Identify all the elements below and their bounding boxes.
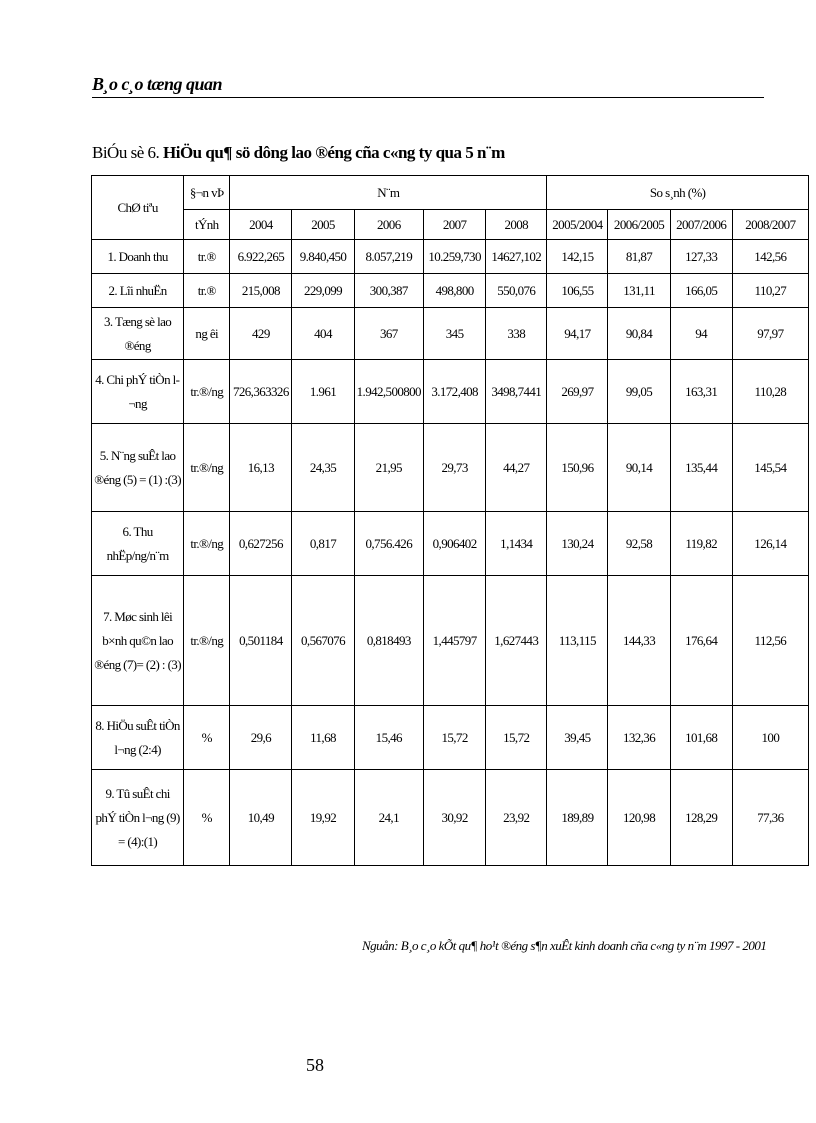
table-cell: 550,076 bbox=[486, 274, 547, 308]
table-row bbox=[92, 360, 809, 424]
table-cell: 15,72 bbox=[424, 706, 486, 770]
table-cell: 128,29 bbox=[670, 770, 732, 866]
table-row bbox=[92, 308, 809, 360]
table-title-text: HiÖu qu¶ sö dông lao ®éng cña c«ng ty qua 5 n¨m bbox=[163, 143, 505, 162]
row-unit: % bbox=[184, 770, 230, 866]
table-cell: 29,73 bbox=[424, 424, 486, 512]
table-cell: 145,54 bbox=[732, 424, 808, 512]
table-cell: 39,45 bbox=[547, 706, 608, 770]
table-cell: 404 bbox=[292, 308, 354, 360]
table-cell: 345 bbox=[424, 308, 486, 360]
table-cell: 100 bbox=[732, 706, 808, 770]
table-cell: 90,14 bbox=[608, 424, 670, 512]
table-cell: 101,68 bbox=[670, 706, 732, 770]
row-label: 4. Chi phÝ tiÒn l¬ng bbox=[92, 360, 184, 424]
table-cell: 10,49 bbox=[230, 770, 292, 866]
table-cell: 0,501184 bbox=[230, 576, 292, 706]
header-compare: 2005/2004 bbox=[547, 210, 608, 240]
row-unit: tr.®/ng bbox=[184, 424, 230, 512]
table-cell: 110,28 bbox=[732, 360, 808, 424]
table-cell: 144,33 bbox=[608, 576, 670, 706]
table-cell: 130,24 bbox=[547, 512, 608, 576]
table-row bbox=[92, 770, 809, 866]
header-year: 2007 bbox=[424, 210, 486, 240]
table-cell: 132,36 bbox=[608, 706, 670, 770]
table-cell: 269,97 bbox=[547, 360, 608, 424]
table-cell: 11,68 bbox=[292, 706, 354, 770]
table-cell: 81,87 bbox=[608, 240, 670, 274]
row-label: 3. Tæng sè lao ®éng bbox=[92, 308, 184, 360]
table-cell: 10.259,730 bbox=[424, 240, 486, 274]
table-cell: 142,15 bbox=[547, 240, 608, 274]
table-cell: 23,92 bbox=[486, 770, 547, 866]
table-cell: 367 bbox=[354, 308, 423, 360]
table-cell: 77,36 bbox=[732, 770, 808, 866]
table-cell: 127,33 bbox=[670, 240, 732, 274]
page-number: 58 bbox=[306, 1055, 324, 1075]
header-year: 2004 bbox=[230, 210, 292, 240]
table-row bbox=[92, 706, 809, 770]
row-unit: tr.® bbox=[184, 274, 230, 308]
table-cell: 166,05 bbox=[670, 274, 732, 308]
table-cell: 429 bbox=[230, 308, 292, 360]
table-cell: 9.840,450 bbox=[292, 240, 354, 274]
header-year: 2005 bbox=[292, 210, 354, 240]
table-cell: 90,84 bbox=[608, 308, 670, 360]
header-compare-group: So s¸nh (%) bbox=[547, 176, 809, 210]
table-row bbox=[92, 240, 809, 274]
table-cell: 1,1434 bbox=[486, 512, 547, 576]
labor-efficiency-table bbox=[91, 175, 809, 866]
header-compare: 2007/2006 bbox=[670, 210, 732, 240]
table-cell: 498,800 bbox=[424, 274, 486, 308]
table-cell: 94 bbox=[670, 308, 732, 360]
table-row bbox=[92, 424, 809, 512]
table-cell: 120,98 bbox=[608, 770, 670, 866]
source-note: Nguån: B¸o c¸o kÕt qu¶ ho¹t ®éng s¶n xuÊt kinh doanh cña c«ng ty n¨m 1997 - 2001 bbox=[362, 938, 767, 953]
row-label: 7. Møc sinh lêi b×nh qu©n lao ®éng (7)= (2) : (3) bbox=[92, 576, 184, 706]
table-cell: 112,56 bbox=[732, 576, 808, 706]
table-cell: 726,363326 bbox=[230, 360, 292, 424]
table-cell: 15,72 bbox=[486, 706, 547, 770]
table-cell: 106,55 bbox=[547, 274, 608, 308]
table-cell: 126,14 bbox=[732, 512, 808, 576]
table-cell: 110,27 bbox=[732, 274, 808, 308]
row-unit: tr.® bbox=[184, 240, 230, 274]
table-cell: 21,95 bbox=[354, 424, 423, 512]
header-unit-line1: §¬n vÞ bbox=[184, 176, 230, 210]
table-cell: 189,89 bbox=[547, 770, 608, 866]
table-row bbox=[92, 512, 809, 576]
row-label: 2. Lîi nhuËn bbox=[92, 274, 184, 308]
row-label: 8. HiÖu suÊt tiÒn l¬ng (2:4) bbox=[92, 706, 184, 770]
table-cell: 135,44 bbox=[670, 424, 732, 512]
table-cell: 150,96 bbox=[547, 424, 608, 512]
table-cell: 92,58 bbox=[608, 512, 670, 576]
row-label: 1. Doanh thu bbox=[92, 240, 184, 274]
header-year: 2006 bbox=[354, 210, 423, 240]
table-cell: 19,92 bbox=[292, 770, 354, 866]
table-cell: 15,46 bbox=[354, 706, 423, 770]
header-unit-line2: tÝnh bbox=[184, 210, 230, 240]
header-indicator: ChØ tiªu bbox=[92, 176, 184, 240]
row-label: 5. N¨ng suÊt lao ®éng (5) = (1) :(3) bbox=[92, 424, 184, 512]
table-cell: 30,92 bbox=[424, 770, 486, 866]
row-label: 9. Tû suÊt chi phÝ tiÒn l¬ng (9) = (4):(1) bbox=[92, 770, 184, 866]
table-cell: 44,27 bbox=[486, 424, 547, 512]
table-cell: 119,82 bbox=[670, 512, 732, 576]
table-cell: 3.172,408 bbox=[424, 360, 486, 424]
table-cell: 1,627443 bbox=[486, 576, 547, 706]
report-header: B¸o c¸o tæng quan bbox=[92, 74, 764, 98]
table-cell: 16,13 bbox=[230, 424, 292, 512]
table-cell: 215,008 bbox=[230, 274, 292, 308]
row-unit: tr.®/ng bbox=[184, 576, 230, 706]
header-compare: 2008/2007 bbox=[732, 210, 808, 240]
table-cell: 176,64 bbox=[670, 576, 732, 706]
table-row bbox=[92, 274, 809, 308]
table-cell: 3498,7441 bbox=[486, 360, 547, 424]
table-cell: 29,6 bbox=[230, 706, 292, 770]
header-compare: 2006/2005 bbox=[608, 210, 670, 240]
table-cell: 0,756.426 bbox=[354, 512, 423, 576]
table-cell: 8.057,219 bbox=[354, 240, 423, 274]
table-cell: 97,97 bbox=[732, 308, 808, 360]
table-title bbox=[92, 143, 505, 163]
row-unit: tr.®/ng bbox=[184, 360, 230, 424]
table-title-prefix: BiÓu sè 6. bbox=[92, 143, 160, 162]
row-unit: ng êi bbox=[184, 308, 230, 360]
row-label: 6. Thu nhËp/ng/n¨m bbox=[92, 512, 184, 576]
table-cell: 0,906402 bbox=[424, 512, 486, 576]
table-cell: 1.961 bbox=[292, 360, 354, 424]
table-cell: 1,445797 bbox=[424, 576, 486, 706]
table-cell: 0,818493 bbox=[354, 576, 423, 706]
table-cell: 300,387 bbox=[354, 274, 423, 308]
table-cell: 131,11 bbox=[608, 274, 670, 308]
header-year: 2008 bbox=[486, 210, 547, 240]
table-cell: 99,05 bbox=[608, 360, 670, 424]
table-cell: 142,56 bbox=[732, 240, 808, 274]
row-unit: % bbox=[184, 706, 230, 770]
header-year-group: N¨m bbox=[230, 176, 547, 210]
table-cell: 338 bbox=[486, 308, 547, 360]
table-cell: 6.922,265 bbox=[230, 240, 292, 274]
table-cell: 0,627256 bbox=[230, 512, 292, 576]
table-cell: 113,115 bbox=[547, 576, 608, 706]
table-cell: 24,35 bbox=[292, 424, 354, 512]
table-cell: 94,17 bbox=[547, 308, 608, 360]
row-unit: tr.®/ng bbox=[184, 512, 230, 576]
table-cell: 163,31 bbox=[670, 360, 732, 424]
table-cell: 24,1 bbox=[354, 770, 423, 866]
table-cell: 0,817 bbox=[292, 512, 354, 576]
table-cell: 0,567076 bbox=[292, 576, 354, 706]
table-row bbox=[92, 576, 809, 706]
table-cell: 229,099 bbox=[292, 274, 354, 308]
table-cell: 1.942,500800 bbox=[354, 360, 423, 424]
table-cell: 14627,102 bbox=[486, 240, 547, 274]
